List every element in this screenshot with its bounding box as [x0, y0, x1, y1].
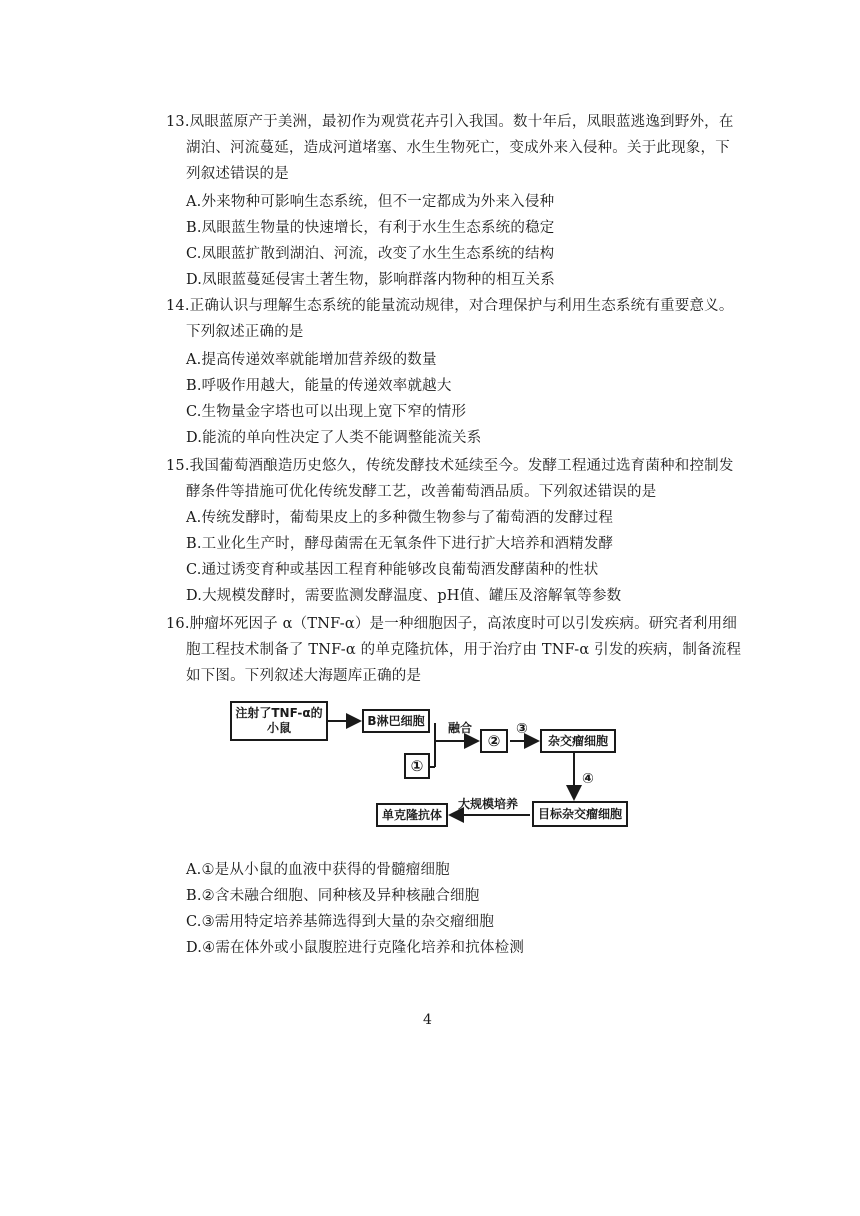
q14-option-d: D.能流的单向性决定了人类不能调整能流关系	[186, 430, 482, 446]
q13-option-c: C.凤眼蓝扩散到湖泊、河流，改变了水生生态系统的结构	[186, 246, 555, 262]
q14-stem-line1: 14.正确认识与理解生态系统的能量流动规律，对合理保护与利用生态系统有重要意义。	[166, 298, 734, 314]
q13-stem-line1: 13.凤眼蓝原产于美洲，最初作为观赏花卉引入我国。数十年后，凤眼蓝逃逸到野外，在	[166, 114, 734, 130]
hybridoma-box: 杂交瘤细胞	[540, 729, 616, 753]
step1-box: ①	[404, 753, 430, 779]
q14-option-c: C.生物量金字塔也可以出现上宽下窄的情形	[186, 404, 467, 420]
preparation-flow-diagram	[230, 695, 650, 835]
q16-option-a: A.①是从小鼠的血液中获得的骨髓瘤细胞	[186, 862, 450, 878]
q13-stem-line3: 列叙述错误的是	[186, 166, 289, 182]
q14-option-b: B.呼吸作用越大，能量的传递效率就越大	[186, 378, 452, 394]
q14-stem-line2: 下列叙述正确的是	[186, 324, 304, 340]
q15-stem-line1: 15.我国葡萄酒酿造历史悠久，传统发酵技术延续至今。发酵工程通过选育菌种和控制发	[166, 458, 734, 474]
page-number: 4	[423, 1012, 432, 1028]
step3-label: ③	[516, 721, 528, 737]
fusion-label: 融合	[448, 721, 473, 735]
q16-stem-line2: 胞工程技术制备了 TNF-α 的单克隆抗体，用于治疗由 TNF-α 引发的疾病，制备流程	[186, 642, 742, 658]
step4-label: ④	[582, 771, 594, 787]
q15-option-d: D.大规模发酵时，需要监测发酵温度、pH值、罐压及溶解氧等参数	[186, 588, 622, 604]
q16-option-c: C.③需用特定培养基筛选得到大量的杂交瘤细胞	[186, 914, 495, 930]
q13-option-a: A.外来物种可影响生态系统，但不一定都成为外来入侵种	[186, 194, 555, 210]
q16-option-d: D.④需在体外或小鼠腹腔进行克隆化培养和抗体检测	[186, 940, 525, 956]
q16-stem-line1: 16.肿瘤坏死因子 α（TNF-α）是一种细胞因子，高浓度时可以引发疾病。研究者利用细	[166, 616, 738, 632]
monoclonal-antibody-box: 单克隆抗体	[376, 803, 448, 827]
q15-option-a: A.传统发酵时，葡萄果皮上的多种微生物参与了葡萄酒的发酵过程	[186, 510, 614, 526]
q15-option-c: C.通过诱变育种或基因工程育种能够改良葡萄酒发酵菌种的性状	[186, 562, 599, 578]
q16-option-b: B.②含未融合细胞、同种核及异种核融合细胞	[186, 888, 480, 904]
b-lymphocyte-box: B淋巴细胞	[362, 709, 430, 733]
q16-stem-line3: 如下图。下列叙述大海题库正确的是	[186, 668, 422, 684]
q15-option-b: B.工业化生产时，酵母菌需在无氧条件下进行扩大培养和酒精发酵	[186, 536, 614, 552]
target-hybridoma-box: 目标杂交瘤细胞	[532, 801, 628, 827]
q13-option-b: B.凤眼蓝生物量的快速增长，有利于水生生态系统的稳定	[186, 220, 555, 236]
q14-option-a: A.提高传递效率就能增加营养级的数量	[186, 352, 437, 368]
step2-box: ②	[480, 729, 508, 753]
q15-stem-line2: 酵条件等措施可优化传统发酵工艺，改善葡萄酒品质。下列叙述错误的是	[186, 484, 657, 500]
q13-stem-line2: 湖泊、河流蔓延，造成河道堵塞、水生生物死亡，变成外来入侵种。关于此现象，下	[186, 140, 730, 156]
large-scale-culture-label: 大规模培养	[458, 797, 519, 811]
q13-option-d: D.凤眼蓝蔓延侵害土著生物，影响群落内物种的相互关系	[186, 272, 555, 288]
mouse-box: 注射了TNF-α的小鼠	[230, 701, 328, 741]
